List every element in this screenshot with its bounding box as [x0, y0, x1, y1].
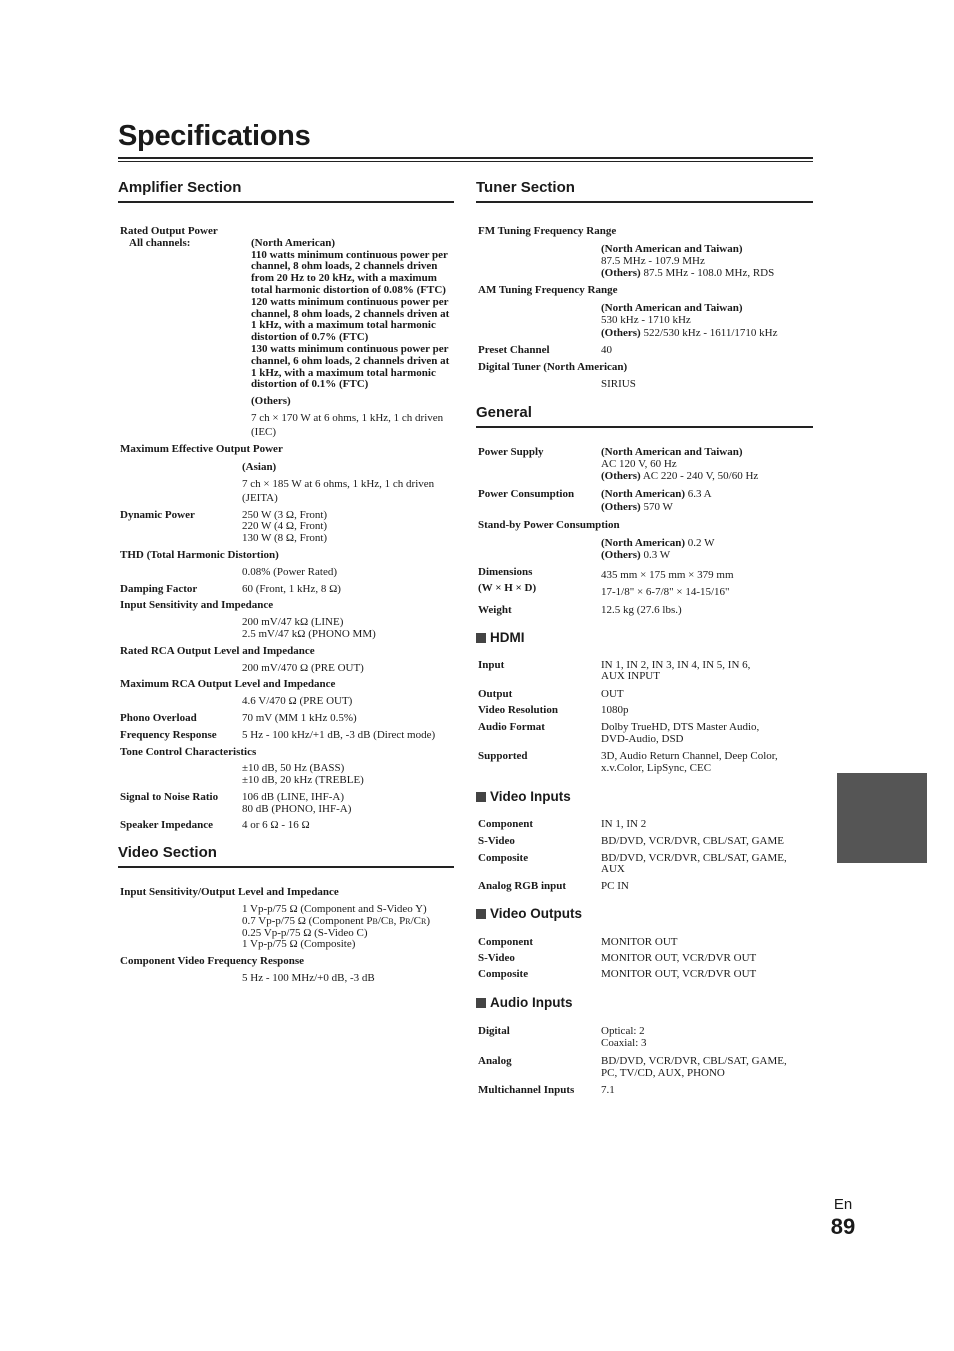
- dynamic-power-label: Dynamic Power: [120, 508, 195, 521]
- power-supply-label: Power Supply: [478, 445, 544, 458]
- vi-component-label: Component: [478, 817, 534, 830]
- comp-freq-value: 5 Hz - 100 MHz/+0 dB, -3 dB: [242, 972, 375, 985]
- thd-label: THD (Total Harmonic Distortion): [120, 548, 279, 561]
- video-outputs-heading: Video Outputs: [476, 905, 813, 923]
- vo-svideo-value: MONITOR OUT, VCR/DVR OUT: [601, 951, 757, 964]
- amplifier-heading: Amplifier Section: [118, 178, 454, 203]
- audio-inputs-specs: [476, 1026, 813, 1097]
- tuner-heading: Tuner Section: [476, 178, 813, 203]
- fm-label: FM Tuning Frequency Range: [478, 225, 617, 237]
- page-footer: [830, 1196, 856, 1240]
- comp-freq-label: Component Video Frequency Response: [120, 955, 305, 968]
- power-supply-value: AC 120 V, 60 Hz: [601, 457, 677, 470]
- max-effective-label: Maximum Effective Output Power: [120, 442, 283, 455]
- tone-control-value: ±10 dB, 20 kHz (TREBLE): [242, 774, 364, 787]
- video-heading: Video Section: [118, 843, 454, 868]
- dimensions-label: Dimensions: [478, 566, 533, 579]
- damping-value: 60 (Front, 1 kHz, 8 Ω): [242, 582, 341, 595]
- thd-value: 0.08% (Power Rated): [242, 565, 338, 578]
- fm-others: (Others) 87.5 MHz - 108.0 MHz, RDS: [601, 267, 775, 280]
- rated-output-others-value: 7 ch × 170 W at 6 ohms, 1 kHz, 1 ch driven (IEC): [251, 411, 444, 438]
- video-input-sens-label: Input Sensitivity/Output Level and Impedance: [120, 886, 339, 899]
- language-label: En: [833, 1196, 853, 1213]
- title-rule: [118, 157, 813, 159]
- tuner-specs: [476, 226, 813, 391]
- power-supply-others: (Others) AC 220 - 240 V, 50/60 Hz: [601, 470, 759, 483]
- fm-region: (North American and Taiwan): [601, 242, 743, 255]
- input-sens-label: Input Sensitivity and Impedance: [120, 599, 274, 612]
- max-effective-value: 7 ch × 185 W at 6 ohms, 1 kHz, 1 ch driven (JEITA): [242, 477, 435, 504]
- video-input-sens-line: 1 Vp-p/75 Ω (Composite): [242, 938, 356, 951]
- standby-others: (Others) 0.3 W: [601, 549, 671, 562]
- page-title: Specifications: [118, 120, 311, 152]
- dynamic-power-value: 220 W (4 Ω, Front): [242, 520, 328, 533]
- hdmi-input-value: IN 1, IN 2, IN 3, IN 4, IN 5, IN 6,: [601, 658, 751, 671]
- vi-svideo-value: BD/DVD, VCR/DVR, CBL/SAT, GAME: [601, 834, 784, 847]
- rated-rca-label: Rated RCA Output Level and Impedance: [120, 644, 315, 657]
- digital-tuner-value: SIRIUS: [601, 377, 636, 390]
- ai-analog-label: Analog: [478, 1054, 512, 1067]
- power-supply-region: (North American and Taiwan): [601, 445, 743, 458]
- vo-composite-value: MONITOR OUT, VCR/DVR OUT: [601, 968, 757, 981]
- rated-output-na-head: (North American): [251, 236, 336, 249]
- vi-composite-value: BD/DVD, VCR/DVR, CBL/SAT, GAME,: [601, 851, 787, 864]
- input-sens-value: 200 mV/47 kΩ (LINE): [242, 616, 344, 629]
- video-inputs-heading: Video Inputs: [476, 788, 813, 806]
- tone-control-value: ±10 dB, 50 Hz (BASS): [242, 762, 345, 775]
- dimensions-imperial: 17-1/8" × 6-7/8" × 14-15/16": [601, 585, 730, 598]
- dimensions-metric: 435 mm × 175 mm × 379 mm: [601, 569, 734, 582]
- standby-label: Stand-by Power Consumption: [478, 518, 620, 531]
- rated-output-na-3: 130 watts minimum continuous power per channel, 6 ohm loads, 2 channels driven at 1 kHz, with a maximum total harmonic distortion of 0.1% (FTC): [251, 342, 450, 391]
- dynamic-power-value: 130 W (8 Ω, Front): [242, 532, 328, 545]
- ai-digital-value: Optical: 2: [601, 1025, 645, 1038]
- ai-analog-value: PC, TV/CD, AUX, PHONO: [601, 1066, 725, 1079]
- title-rule-thin: [118, 161, 813, 162]
- right-column: [476, 178, 813, 1097]
- digital-tuner-label: Digital Tuner (North American): [478, 361, 628, 374]
- vi-composite-label: Composite: [478, 851, 529, 864]
- vi-component-value: IN 1, IN 2: [601, 817, 647, 830]
- preset-label: Preset Channel: [478, 344, 550, 357]
- hdmi-audio-format-value: Dolby TrueHD, DTS Master Audio,: [601, 720, 760, 733]
- snr-value: 106 dB (LINE, IHF-A): [242, 790, 345, 803]
- max-rca-label: Maximum RCA Output Level and Impedance: [120, 678, 336, 691]
- max-rca-value: 4.6 V/470 Ω (PRE OUT): [242, 695, 353, 708]
- input-sens-value: 2.5 mV/47 kΩ (PHONO MM): [242, 627, 376, 640]
- square-bullet-icon: [476, 633, 486, 643]
- vi-svideo-label: S-Video: [478, 834, 515, 847]
- video-inputs-specs: [476, 819, 813, 893]
- hdmi-resolution-label: Video Resolution: [478, 703, 558, 716]
- rated-output-na-2: 120 watts minimum continuous power per channel, 8 ohm loads, 2 channels driven at 1 kHz, with a maximum total harmonic distortion of 0.7% (FTC): [251, 295, 450, 344]
- damping-label: Damping Factor: [120, 582, 198, 595]
- max-effective-region: (Asian): [242, 460, 277, 473]
- page-number: 89: [830, 1214, 856, 1239]
- vo-component-value: MONITOR OUT: [601, 935, 678, 948]
- preset-value: 40: [601, 344, 612, 357]
- ai-digital-label: Digital: [478, 1025, 510, 1038]
- rated-output-others-head: (Others): [251, 395, 291, 408]
- vo-composite-label: Composite: [478, 968, 529, 981]
- weight-label: Weight: [478, 603, 512, 616]
- video-input-sens-line: 0.7 Vp-p/75 Ω (Component PB/CB, PR/CR): [242, 914, 430, 927]
- vi-rgb-label: Analog RGB input: [478, 880, 567, 893]
- power-consumption-others: (Others) 570 W: [601, 500, 673, 513]
- ai-analog-value: BD/DVD, VCR/DVR, CBL/SAT, GAME,: [601, 1054, 787, 1067]
- dimensions-unit-label: (W × H × D): [478, 581, 537, 594]
- square-bullet-icon: [476, 792, 486, 802]
- hdmi-specs: [476, 660, 813, 775]
- vi-rgb-value: PC IN: [601, 880, 629, 893]
- rated-output-na-1: 110 watts minimum continuous power per channel, 8 ohm loads, 2 channels driven from 20 Hz to 20 kHz, with a maximum total harmonic distortion of 0.08% (FTC): [251, 248, 448, 296]
- hdmi-supported-value: 3D, Audio Return Channel, Deep Color,: [601, 750, 778, 763]
- hdmi-input-label: Input: [478, 658, 505, 671]
- video-specs: [118, 887, 454, 985]
- hdmi-heading: HDMI: [476, 629, 813, 647]
- square-bullet-icon: [476, 909, 486, 919]
- audio-inputs-heading: Audio Inputs: [476, 994, 813, 1012]
- am-value: 530 kHz - 1710 kHz: [601, 313, 691, 326]
- ai-digital-value: Coaxial: 3: [601, 1037, 647, 1050]
- standby-na: (North American) 0.2 W: [601, 536, 715, 549]
- power-consumption-na: (North American) 6.3 A: [601, 488, 712, 501]
- amplifier-specs: [118, 226, 454, 832]
- rated-output-label: Rated Output Power: [120, 225, 218, 237]
- video-input-sens-line: 0.25 Vp-p/75 Ω (S-Video C): [242, 926, 368, 939]
- left-column: [118, 178, 454, 985]
- general-specs: [476, 447, 813, 617]
- rated-rca-value: 200 mV/470 Ω (PRE OUT): [242, 661, 364, 674]
- am-region: (North American and Taiwan): [601, 301, 743, 314]
- square-bullet-icon: [476, 998, 486, 1008]
- all-channels-label: All channels:: [129, 236, 191, 249]
- section-thumb-tab: [837, 773, 927, 863]
- speaker-imp-value: 4 or 6 Ω - 16 Ω: [242, 819, 310, 832]
- video-input-sens-line: 1 Vp-p/75 Ω (Component and S-Video Y): [242, 903, 427, 916]
- tone-control-label: Tone Control Characteristics: [120, 745, 257, 758]
- freq-response-label: Frequency Response: [120, 728, 217, 741]
- hdmi-output-value: OUT: [601, 688, 624, 701]
- hdmi-audio-format-value: DVD-Audio, DSD: [601, 732, 684, 745]
- am-label: AM Tuning Frequency Range: [478, 284, 618, 297]
- ai-multichannel-value: 7.1: [601, 1084, 615, 1097]
- speaker-imp-label: Speaker Impedance: [120, 819, 213, 832]
- hdmi-audio-format-label: Audio Format: [478, 720, 545, 733]
- hdmi-output-label: Output: [478, 688, 513, 701]
- hdmi-input-value: AUX INPUT: [601, 670, 660, 683]
- hdmi-resolution-value: 1080p: [601, 703, 629, 716]
- vo-component-label: Component: [478, 935, 534, 948]
- am-others: (Others) 522/530 kHz - 1611/1710 kHz: [601, 326, 778, 339]
- ai-multichannel-label: Multichannel Inputs: [478, 1084, 575, 1097]
- video-outputs-specs: [476, 937, 813, 981]
- vi-composite-value: AUX: [601, 863, 625, 876]
- phono-overload-value: 70 mV (MM 1 kHz 0.5%): [242, 711, 357, 724]
- power-consumption-label: Power Consumption: [478, 488, 575, 501]
- freq-response-value: 5 Hz - 100 kHz/+1 dB, -3 dB (Direct mode): [242, 728, 436, 741]
- general-heading: General: [476, 403, 813, 428]
- hdmi-supported-label: Supported: [478, 750, 528, 763]
- snr-value: 80 dB (PHONO, IHF-A): [242, 802, 352, 815]
- snr-label: Signal to Noise Ratio: [120, 790, 219, 803]
- phono-overload-label: Phono Overload: [120, 711, 197, 724]
- hdmi-supported-value: x.v.Color, LipSync, CEC: [601, 762, 712, 775]
- dynamic-power-value: 250 W (3 Ω, Front): [242, 508, 328, 521]
- fm-value: 87.5 MHz - 107.9 MHz: [601, 254, 705, 267]
- vo-svideo-label: S-Video: [478, 951, 515, 964]
- weight-value: 12.5 kg (27.6 lbs.): [601, 603, 682, 616]
